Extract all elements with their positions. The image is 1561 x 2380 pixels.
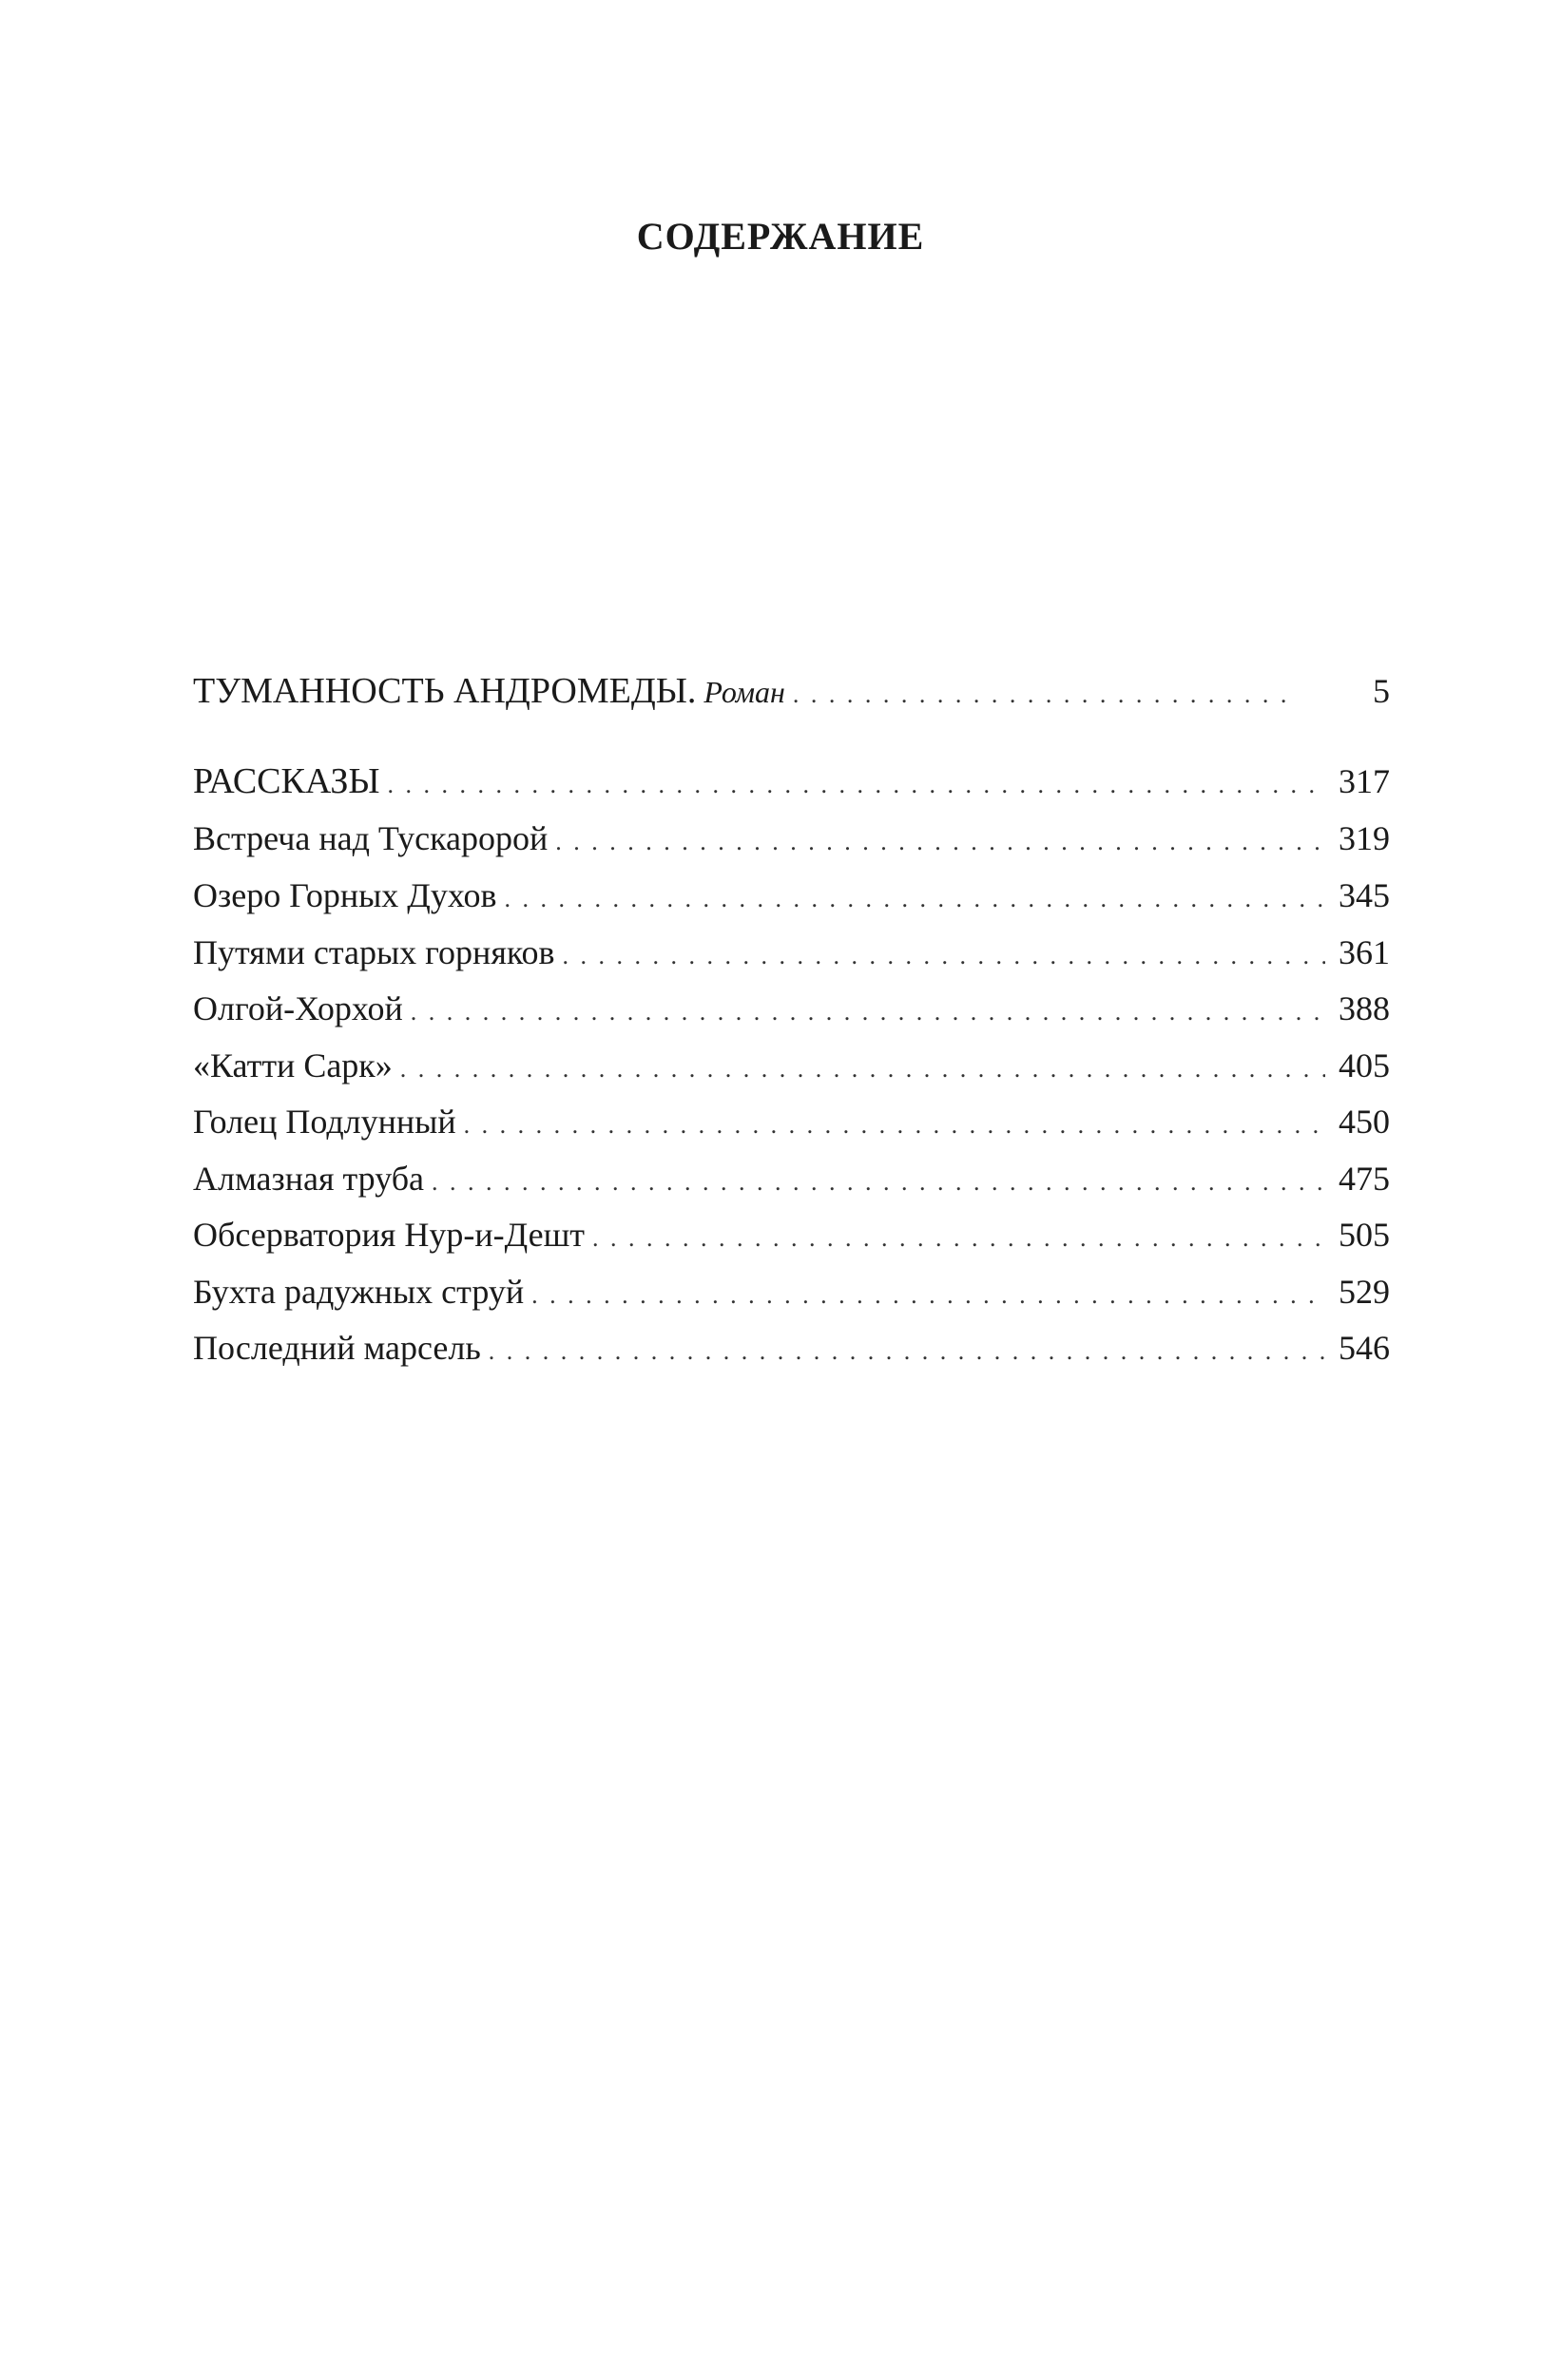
toc-entry-page: 529 <box>1339 1273 1390 1311</box>
toc-entry-title: Озеро Горных Духов <box>193 876 497 914</box>
toc-entry-title: Путями старых горняков <box>193 933 555 971</box>
dot-leader <box>464 1104 1325 1146</box>
toc-entry-subtitle: Роман <box>703 675 785 709</box>
toc-section-stories[interactable] <box>193 760 1390 806</box>
toc-entry-title: Последний марсель <box>193 1329 481 1367</box>
toc-entry-story[interactable] <box>193 874 1390 920</box>
toc-entry-page: 319 <box>1339 819 1390 857</box>
toc-entry-story[interactable] <box>193 1045 1390 1090</box>
dot-leader <box>531 1275 1325 1316</box>
toc-entry-story[interactable] <box>193 1271 1390 1316</box>
toc-entry-title: Обсерватория Нур-и-Дешт <box>193 1216 586 1254</box>
toc-entry-page: 388 <box>1339 989 1390 1027</box>
toc-entry-page: 450 <box>1339 1103 1390 1141</box>
toc-entry-page: 345 <box>1339 876 1390 914</box>
toc-entry-title: «Катти Сарк» <box>193 1046 393 1084</box>
toc-entry-story[interactable] <box>193 817 1390 863</box>
toc-entry-novel[interactable] <box>193 670 1390 716</box>
toc-entry-title: Бухта радужных струй <box>193 1273 525 1311</box>
toc-entry-page: 405 <box>1339 1046 1390 1084</box>
toc-section-title: РАССКАЗЫ <box>193 761 380 801</box>
dot-leader <box>489 1331 1325 1372</box>
toc-entry-title: Встреча над Тускаророй <box>193 819 549 857</box>
toc-entry-page: 361 <box>1339 933 1390 971</box>
dot-leader <box>411 991 1325 1033</box>
toc-entry-page: 475 <box>1339 1160 1390 1198</box>
toc-entry-story[interactable] <box>193 931 1390 977</box>
toc-entry-title: Алмазная труба <box>193 1160 425 1198</box>
toc-entry-title: Олгой-Хорхой <box>193 989 403 1027</box>
toc-entry-story[interactable] <box>193 1327 1390 1372</box>
dot-leader <box>555 821 1325 863</box>
toc-entry-story[interactable] <box>193 1158 1390 1203</box>
toc-entry-page: 505 <box>1339 1216 1390 1254</box>
toc-entry-story[interactable] <box>193 1214 1390 1259</box>
toc-entry-title: Голец Подлунный <box>193 1103 456 1141</box>
toc-section-page: 317 <box>1339 762 1390 800</box>
dot-leader <box>432 1161 1325 1203</box>
dot-leader <box>592 1218 1325 1259</box>
dot-leader <box>388 764 1325 806</box>
dot-leader <box>793 674 1297 716</box>
page-title: СОДЕРЖАНИЕ <box>636 215 925 258</box>
toc-entry-story[interactable] <box>193 1101 1390 1146</box>
toc-entry-story[interactable] <box>193 988 1390 1033</box>
dot-leader <box>504 878 1325 920</box>
toc-entry-page: 5 <box>1373 672 1390 710</box>
dot-leader <box>563 935 1325 977</box>
toc-entry-title: ТУМАННОСТЬ АНДРОМЕДЫ. <box>193 671 697 711</box>
dot-leader <box>400 1048 1325 1090</box>
toc-entry-page: 546 <box>1339 1329 1390 1367</box>
